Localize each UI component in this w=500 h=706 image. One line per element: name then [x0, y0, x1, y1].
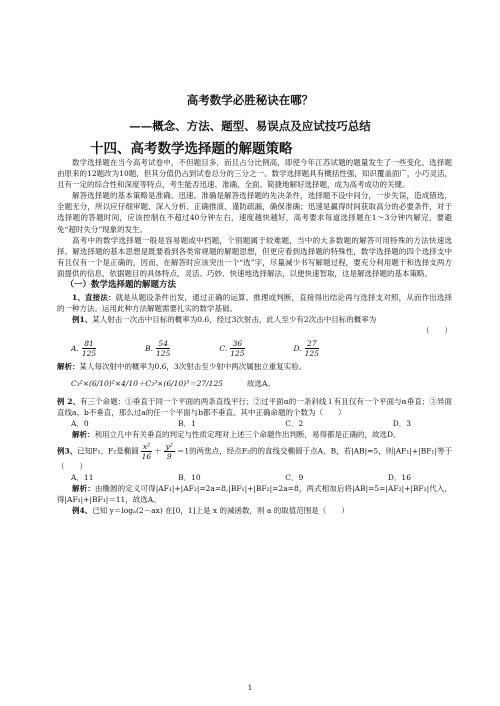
option-b-den: 125 — [156, 349, 171, 358]
example-1-paren-row — [57, 325, 452, 336]
paragraph-basic-idea: 高考中的数学选择题一般是容易题或中档题，个别题属于较难题，当中的大多数题的解答可用特殊的方法快速选择。解选择题的基本思想是既要看到各类常规题的解题思想，但更应看到选择题的特殊性，数学选择题的四个选择支中有且仅有一个是正确的，因而，在解答时应该突出一个“选”字，尽量减少书写解题过程，要充分利用题干和选择支两方面提供的信息，依据题目的具体特点，灵活、巧妙、快速地选择解法，以便快速智取，这是解选择题的基本策略。 — [57, 235, 452, 278]
option-d — [294, 339, 321, 358]
option-a — [71, 339, 98, 358]
ex2-option-d: D．3 — [392, 418, 411, 428]
example-3-label: 例3、 — [57, 446, 78, 456]
paragraph-strategy: 解答选择题的基本策略是准确、迅速。准确是解答选择题的先决条件，选择题不设中间分，一步失误，造成错选，全题无分，所以应仔细审题、深入分析、正确推演、谨防疏漏，确保准确；迅速是赢得时间获取高分的必要条件，对于选择题的答题时间，应该控制在不超过40分钟左右，速度越快越好，高考要求每道选择题在1～3分钟内解完，要避免“超时失分”现象的发生。 — [57, 191, 452, 234]
example-4 — [57, 505, 452, 516]
example-2-label: 例 2、 — [57, 396, 81, 406]
ex2-option-a: A．0 — [71, 418, 89, 428]
option-a-key: A. — [71, 343, 79, 353]
method-heading: （一）数学选择题的解题方法 — [65, 280, 177, 291]
formula-conclusion: 故选A。 — [247, 379, 275, 389]
method-direct-label: 1、直接法： — [72, 293, 116, 303]
example-3-solution-text: 由椭圆的定义可得|AF₁|+|AF₂|=2a=8,|BF₁|+|BF₂|=2a=8，两式相加后将|AB|=5=|AF₂|+|BF₂|代入，得|AF₁|+|BF₁|＝11，故选A。 — [57, 484, 452, 505]
document-body — [57, 157, 452, 516]
solution-label: 解析： — [57, 361, 80, 371]
example-2 — [57, 396, 452, 418]
ellipse-term-y: $\frac{\text{y²}}{9}$ — [165, 441, 173, 461]
example-1-text: 某人射击一次击中目标的概率为0.6，经过3次射击，此人至少有2次击中目标的概率为 — [92, 315, 377, 325]
example-3-text-a: 已知F₁、F₂是椭圆 — [77, 446, 139, 456]
ex2-option-c: C．2 — [285, 418, 304, 428]
ex3-option-a: A．11 — [71, 473, 94, 483]
option-d-num: 27 — [305, 339, 319, 349]
example-3-text-b: ＝1的两焦点，经点F₂的的直线交椭圆于点A、B，若|AB|=5，则|AF₁|+|BF₁|等于（ ） — [57, 446, 452, 471]
answer-paren: （ ） — [422, 326, 452, 336]
example-1-solution-text: 某人每次射中的概率为0.6，3次射击至少射中两次属独立重复实验。 — [79, 361, 307, 371]
example-1-options — [71, 337, 321, 361]
page-number: 1 — [247, 683, 253, 692]
ex3-option-b: B．10 — [178, 473, 201, 483]
option-b-key: B. — [145, 343, 154, 353]
example-2-options — [71, 418, 411, 429]
example-1 — [57, 314, 452, 325]
option-b-num: 54 — [156, 339, 170, 349]
option-d-key: D. — [293, 343, 302, 353]
example-1-formula — [57, 372, 452, 396]
doc-subtitle: ——概念、方法、题型、易误点及应试技巧总结 — [129, 119, 371, 133]
example-3-solution — [57, 483, 452, 505]
option-c — [219, 339, 246, 358]
option-b — [145, 339, 172, 358]
example-1-solution — [57, 361, 452, 372]
formula-expression: C₃²×(6/10)²×4/10＋C₃³×(6/10)³＝27/125 — [71, 379, 223, 389]
method-direct — [57, 292, 452, 314]
section-heading: 十四、高考数学选择题的解题策略 — [90, 141, 293, 157]
option-c-num: 36 — [230, 339, 244, 349]
ex3-option-c: C．9 — [285, 473, 304, 483]
example-4-text: 已知 y＝logₐ(2－ax) 在[0，1]上是 x 的减函数，则 a 的取值范围是（ ） — [92, 506, 349, 516]
example-3-options — [71, 472, 411, 483]
option-c-den: 125 — [230, 349, 245, 358]
example-2-solution — [57, 429, 452, 440]
ex3-option-d: D．16 — [387, 473, 411, 483]
ex2-option-b: B．1 — [178, 418, 196, 428]
ellipse-term-x: $\frac{\text{x²}}{16}$ — [141, 441, 152, 461]
paragraph-intro: 数学选择题在当今高考试卷中，不但题目多，而且占分比例高，即使今年江苏试题的题量发生了一些变化，选择题由原来的12题改为10题，但其分值仍占到试卷总分的三分之一。数学选择题具有概括性强，知识覆盖面广，小巧灵活，且有一定的综合性和深度等特点，考生能否迅速、准确、全面、简捷地解好选择题，成为高考成功的关键。 — [57, 158, 452, 190]
doc-title: 高考数学必胜秘诀在哪？ — [186, 93, 314, 107]
example-2-text: 有三个命题：①垂直于同一个平面的两条直线平行；②过平面α的一条斜线 l 有且仅有一个平面与α垂直；③异面直线a、b不垂直，那么过a的任一个平面与b都不垂直。其中正确命题的个数为（ ） — [57, 396, 452, 417]
solution-label-3: 解析： — [72, 484, 95, 494]
option-a-den: 125 — [81, 349, 97, 358]
example-3: 例3、已知F₁、F₂是椭圆 $\frac{\text{x²}}{16}$ ＋ $\frac{\text{y²}}{9}$ ＝1的两焦点，经点F₂的的直线交椭圆于点A、B，若|AB|=5，则|AF₁|+|BF₁|等于（ ） — [57, 441, 452, 471]
option-d-den: 125 — [304, 349, 319, 358]
option-c-key: C. — [219, 343, 228, 353]
method-direct-text: 就是从题设条件出发，通过正确的运算、推理或判断，直接得出结论再与选择支对照，从而作出选择的一种方法。运用此种方法解题需要扎实的数学基础。 — [57, 293, 453, 314]
example-2-solution-text: 利用立几中有关垂直的判定与性质定理对上述三个命题作出判断，易得都是正确的，故选D。 — [94, 429, 401, 439]
example-4-label: 例4、 — [72, 506, 93, 516]
option-a-num: 81 — [82, 339, 96, 349]
solution-label-2: 解析： — [72, 429, 95, 439]
example-1-label: 例1、 — [72, 315, 93, 325]
